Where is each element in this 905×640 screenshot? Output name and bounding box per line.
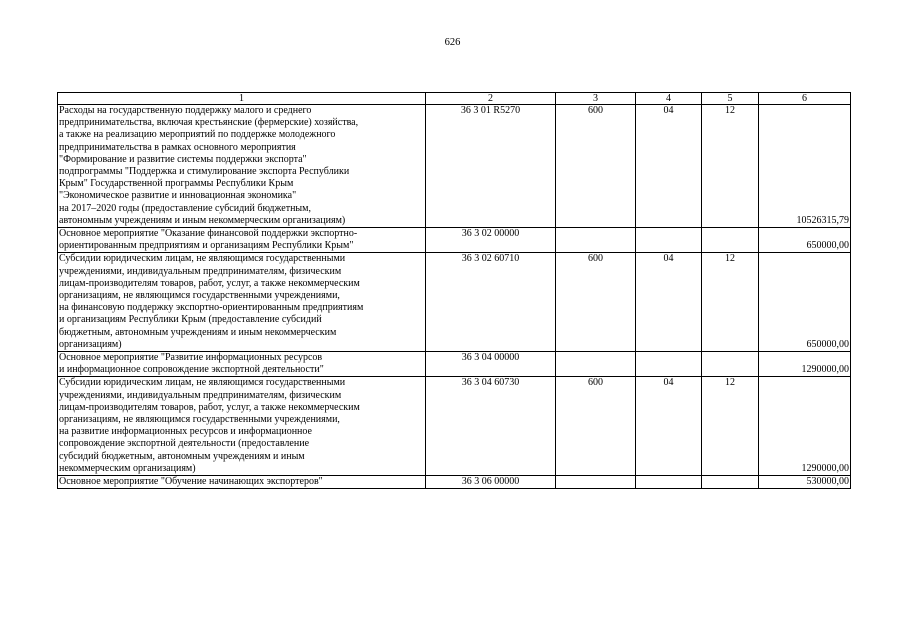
item-description-cell: Основное мероприятие "Оказание финансовой поддержки экспортно- ориентированным предприятиям и организациям Республики Крым" — [58, 228, 426, 253]
table-row — [58, 352, 851, 377]
subsection-cell: 12 — [702, 253, 759, 352]
item-description-cell: Расходы на государственную поддержку малого и среднего предпринимательства, включая крестьянские (фермерские) хозяйства, а также на реализацию мероприятий по поддержке молодежного предпринимательства в рамках основного мероприятия "Формирование и развитие системы поддержки экспорта" подпрограммы "Поддержка и стимулирование экспорта Республики Крым" Государственной программы Республики Крым "Экономическое развитие и инновационная экономика" на 2017–2020 годы (предоставление субсидий бюджетным, автономным учреждениям и иным некоммерческим организациям) — [58, 105, 426, 228]
section-cell — [636, 352, 702, 377]
budget-code-cell: 36 3 02 00000 — [426, 228, 556, 253]
budget-code-cell: 36 3 04 00000 — [426, 352, 556, 377]
expense-type-cell — [556, 476, 636, 489]
expense-type-cell: 600 — [556, 253, 636, 352]
item-description-cell: Субсидии юридическим лицам, не являющимся государственными учреждениями, индивидуальным предпринимателям, физическим лицам-производителям товаров, работ, услуг, а также некоммерческим организациям, не являющимся государственными учреждениями, на развитие информационных ресурсов и информационное сопровождение экспортной деятельности (предоставление субсидий бюджетным, автономным учреждениям и иным некоммерческим организациям) — [58, 377, 426, 476]
section-cell — [636, 476, 702, 489]
table-row — [58, 105, 851, 228]
subsection-cell — [702, 352, 759, 377]
subsection-cell: 12 — [702, 377, 759, 476]
expense-type-cell: 600 — [556, 377, 636, 476]
header-cell: 2 — [426, 93, 556, 105]
budget-code-cell: 36 3 02 60710 — [426, 253, 556, 352]
page-number: 626 — [444, 37, 461, 48]
subsection-cell — [702, 228, 759, 253]
section-cell — [636, 228, 702, 253]
table-row — [58, 228, 851, 253]
expense-type-cell: 600 — [556, 105, 636, 228]
header-cell: 3 — [556, 93, 636, 105]
expense-type-cell — [556, 352, 636, 377]
amount-cell: 650000,00 — [759, 253, 851, 352]
amount-cell: 1290000,00 — [759, 352, 851, 377]
amount-cell: 10526315,79 — [759, 105, 851, 228]
header-cell: 1 — [58, 93, 426, 105]
header-cell: 6 — [759, 93, 851, 105]
table-header-row — [58, 93, 851, 105]
table-row — [58, 377, 851, 476]
table-row — [58, 476, 851, 489]
subsection-cell: 12 — [702, 105, 759, 228]
budget-table-body — [58, 93, 851, 489]
subsection-cell — [702, 476, 759, 489]
section-cell: 04 — [636, 377, 702, 476]
header-cell: 4 — [636, 93, 702, 105]
budget-table — [57, 92, 851, 489]
section-cell: 04 — [636, 253, 702, 352]
item-description-cell: Субсидии юридическим лицам, не являющимся государственными учреждениями, индивидуальным предпринимателям, физическим лицам-производителям товаров, работ, услуг, а также некоммерческим организациям, не являющимся государственными учреждениями, на финансовую поддержку экспортно-ориентированным предприятиям и организациям Республики Крым (предоставление субсидий бюджетным, автономным учреждениям и иным некоммерческим организациям) — [58, 253, 426, 352]
expense-type-cell — [556, 228, 636, 253]
item-description-cell: Основное мероприятие "Развитие информационных ресурсов и информационное сопровождение экспортной деятельности" — [58, 352, 426, 377]
amount-cell: 650000,00 — [759, 228, 851, 253]
amount-cell: 1290000,00 — [759, 377, 851, 476]
table-row — [58, 253, 851, 352]
budget-code-cell: 36 3 06 00000 — [426, 476, 556, 489]
budget-code-cell: 36 3 04 60730 — [426, 377, 556, 476]
header-cell: 5 — [702, 93, 759, 105]
amount-cell: 530000,00 — [759, 476, 851, 489]
item-description-cell: Основное мероприятие "Обучение начинающих экспортеров" — [58, 476, 426, 489]
section-cell: 04 — [636, 105, 702, 228]
budget-code-cell: 36 3 01 R5270 — [426, 105, 556, 228]
